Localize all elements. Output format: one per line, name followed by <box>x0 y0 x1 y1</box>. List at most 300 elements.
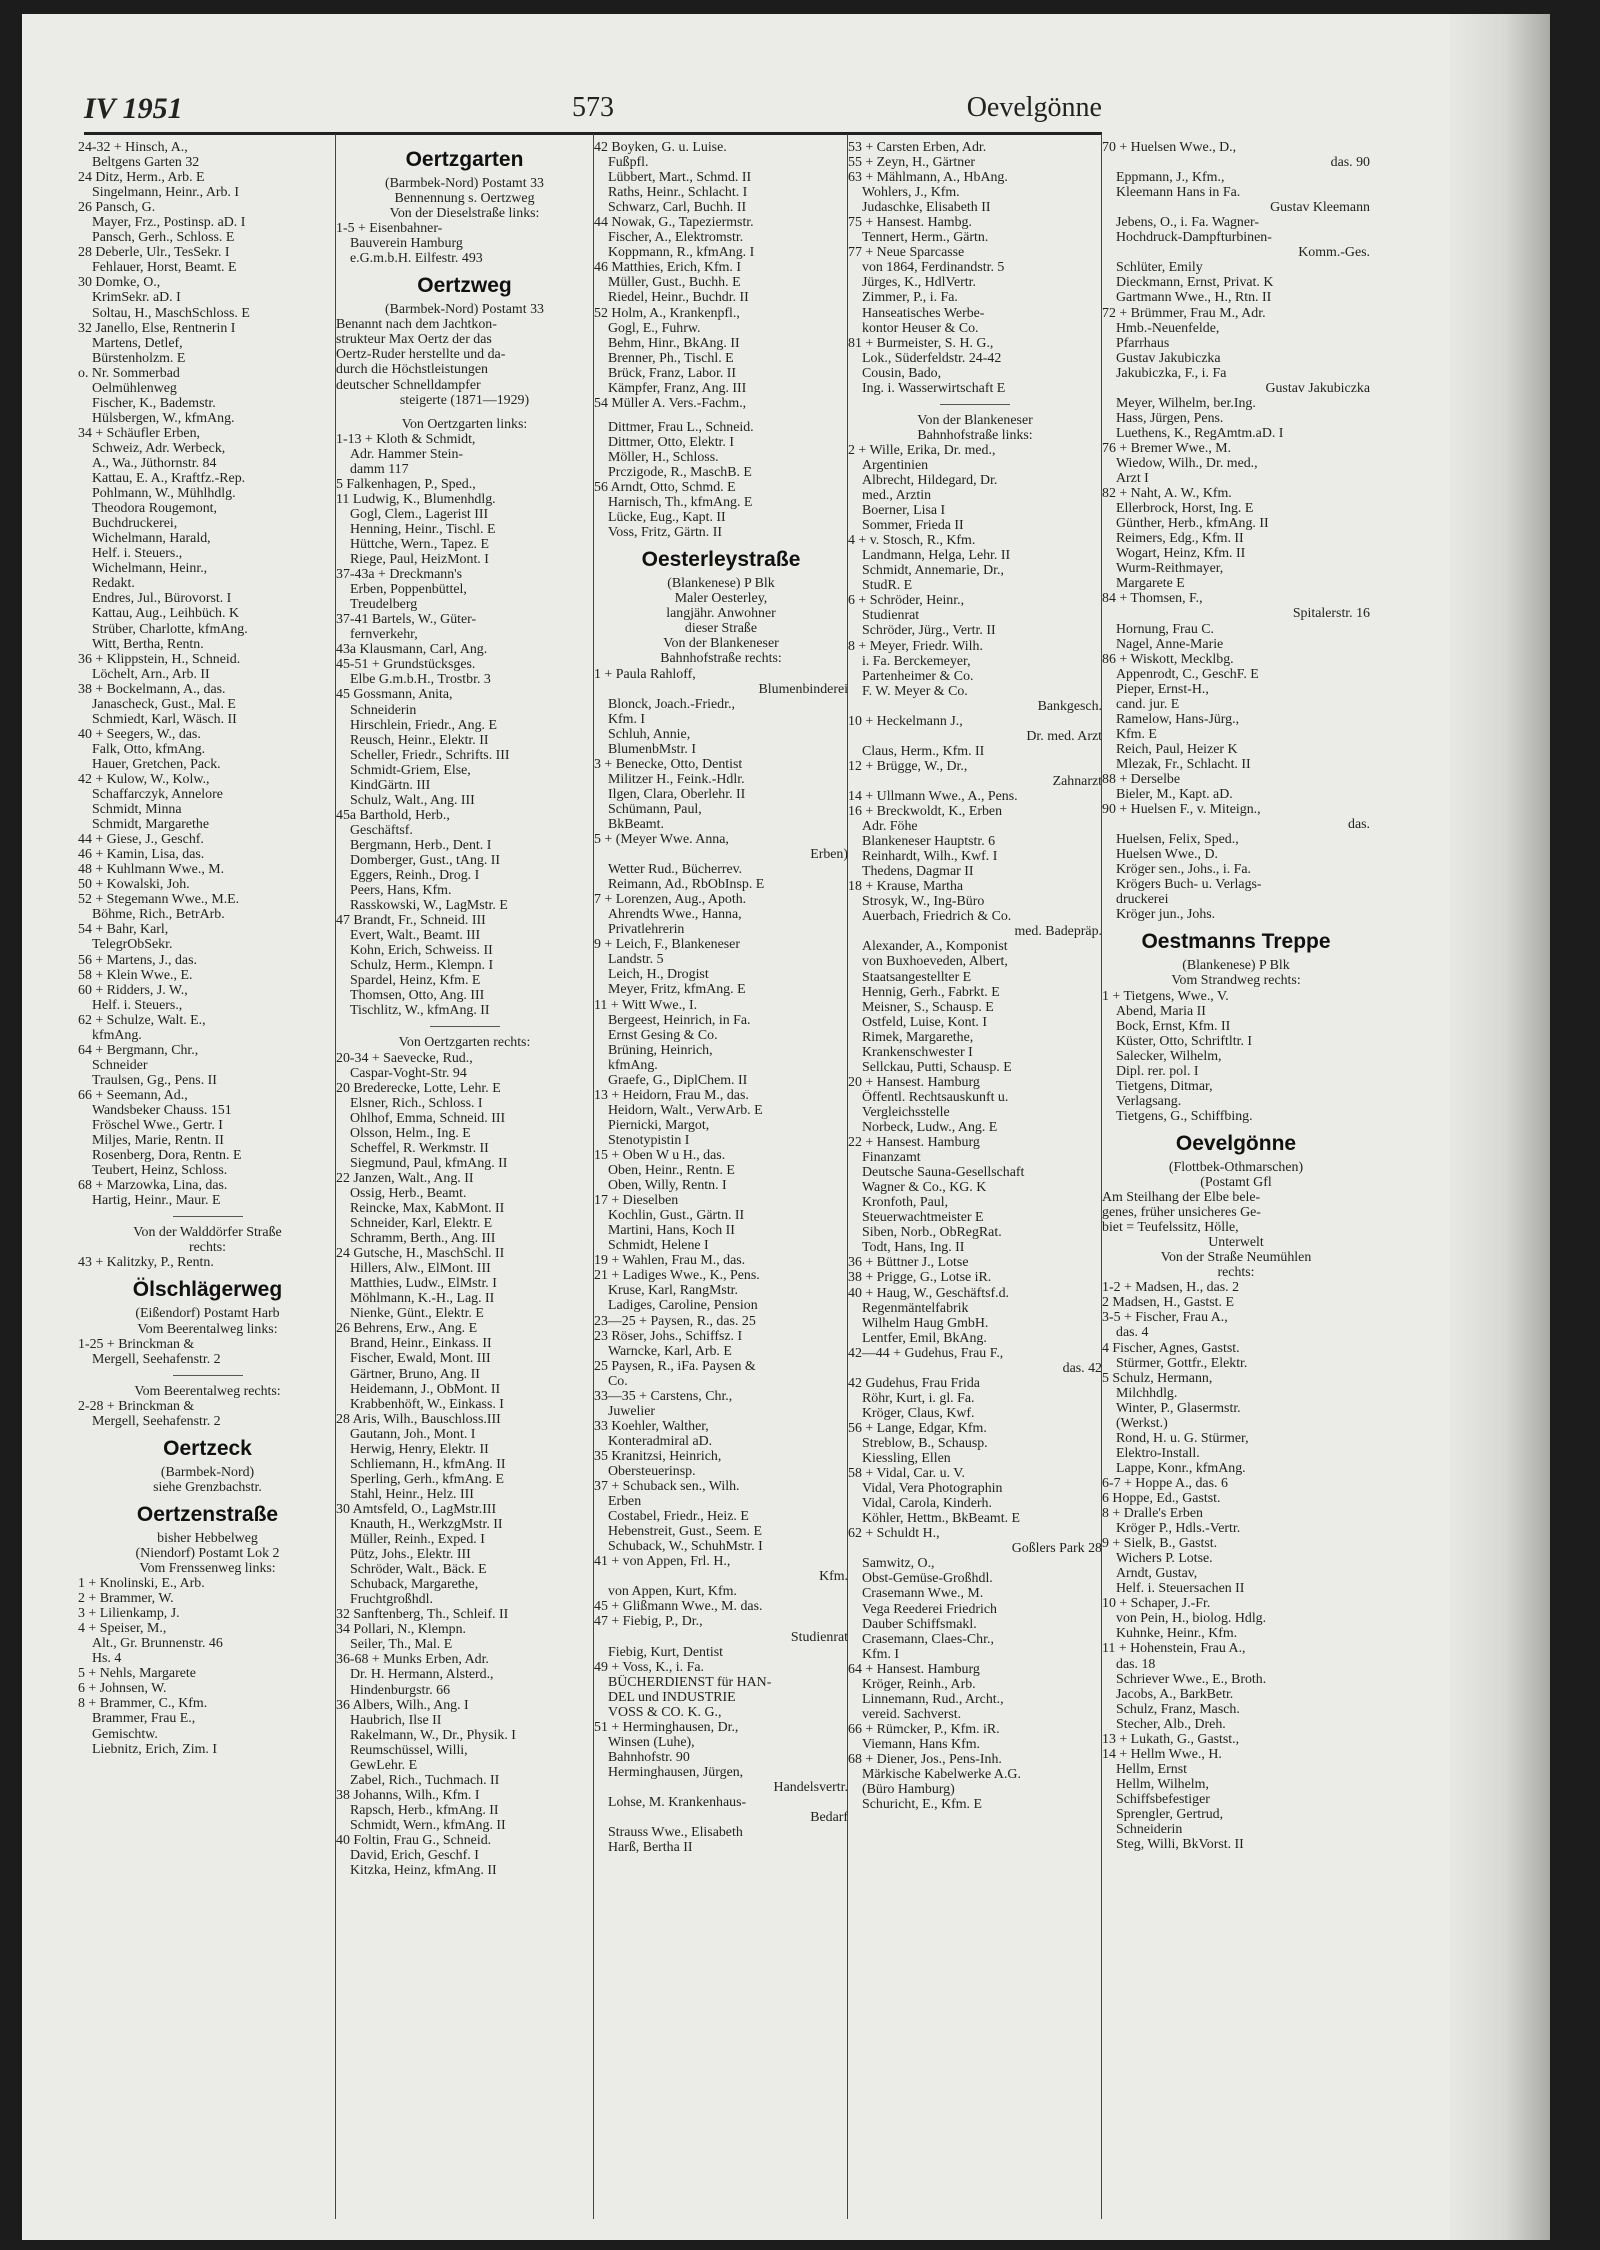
directory-entry: BkBeamt. <box>608 816 664 832</box>
directory-entry: Schuricht, E., Kfm. E <box>862 1797 982 1813</box>
directory-entry: Rakelmann, W., Dr., Physik. I <box>350 1727 516 1743</box>
directory-entry: 62 + Schulze, Walt. E., <box>78 1012 206 1028</box>
directory-entry: kfmAng. <box>92 1027 142 1043</box>
directory-entry: 15 + Oben W u H., das. <box>594 1148 726 1163</box>
directory-entry: Jakubiczka, F., i. Fa <box>1116 365 1227 381</box>
directory-entry: Sellckau, Putti, Schausp. E <box>862 1059 1012 1075</box>
directory-entry: Ernst Gesing & Co. <box>608 1027 718 1043</box>
directory-entry: Appenrodt, C., GeschF. E <box>1116 666 1259 682</box>
directory-entry: 17 + Dieselben <box>594 1193 679 1209</box>
directory-entry: 50 + Kowalski, Joh. <box>78 877 190 893</box>
directory-entry: 20 + Hansest. Hamburg <box>848 1074 980 1090</box>
directory-entry: Küster, Otto, Schriftltr. I <box>1116 1033 1253 1049</box>
directory-entry: Ilgen, Clara, Oberlehr. II <box>608 786 746 802</box>
directory-entry: Staatsangestellter E <box>862 969 972 985</box>
directory-entry: Harß, Bertha II <box>608 1840 693 1856</box>
directory-entry: 23 Röser, Johs., Schiffsz. I <box>594 1328 743 1344</box>
directory-entry: Oben, Willy, Rentn. I <box>608 1178 727 1194</box>
directory-entry: Unterwelt <box>1208 1235 1264 1251</box>
directory-entry: Vega Reederei Friedrich <box>862 1601 997 1617</box>
directory-entry: Brück, Franz, Labor. II <box>608 365 737 381</box>
directory-entry: Müller, Gust., Buchh. E <box>608 275 741 291</box>
directory-entry: Wandsbeker Chauss. 151 <box>92 1103 232 1118</box>
directory-entry: 42 Boyken, G. u. Luise. <box>594 140 727 155</box>
directory-entry: Pieper, Ernst-H., <box>1116 681 1209 697</box>
directory-entry: (Werkst.) <box>1116 1415 1168 1431</box>
directory-entry: Schliemann, H., kfmAng. II <box>350 1456 506 1472</box>
directory-entry: 54 Müller A. Vers.-Fachm., <box>594 395 747 411</box>
directory-entry: Auerbach, Friedrich & Co. <box>862 909 1012 925</box>
directory-entry: 14 + Ullmann Wwe., A., Pens. <box>848 788 1018 804</box>
directory-entry: DEL und INDUSTRIE <box>608 1689 736 1705</box>
directory-entry: Boerner, Lisa I <box>862 503 946 519</box>
directory-entry: 11 Ludwig, K., Blumenhdlg. <box>336 491 496 507</box>
directory-entry: 1 + Tietgens, Wwe., V. <box>1102 988 1229 1004</box>
directory-entry: Strosyk, W., Ing-Büro <box>862 894 985 910</box>
directory-entry: 26 Behrens, Erw., Ang. E <box>336 1321 478 1337</box>
directory-entry: Ing. i. Wasserwirtschaft E <box>862 380 1006 396</box>
directory-entry: 35 Kranitzsi, Heinrich, <box>594 1448 722 1464</box>
directory-entry: Goßlers Park 28 <box>1011 1541 1102 1557</box>
directory-entry: das. 42 <box>1062 1360 1102 1376</box>
directory-entry: 68 + Marzowka, Lina, das. <box>78 1178 228 1194</box>
street-heading: Oesterleystraße <box>641 548 801 572</box>
directory-entry: Komm.-Ges. <box>1298 245 1370 261</box>
directory-entry: 9 + Leich, F., Blankeneser <box>594 937 740 953</box>
directory-entry: Tietgens, G., Schiffbing. <box>1116 1108 1253 1124</box>
directory-entry: Kochlin, Gust., Gärtn. II <box>608 1208 745 1224</box>
directory-entry: Partenheimer & Co. <box>862 668 974 684</box>
directory-entry: 60 + Ridders, J. W., <box>78 982 188 998</box>
directory-entry: 28 Deberle, Ulr., TesSekr. I <box>78 245 230 261</box>
directory-entry: 38 Johanns, Wilh., Kfm. I <box>336 1787 480 1803</box>
directory-entry: Seiler, Th., Mal. E <box>350 1637 453 1653</box>
directory-entry: Vom Beerentalweg rechts: <box>134 1383 281 1399</box>
directory-entry: 46 + Kamin, Lisa, das. <box>78 847 205 863</box>
directory-entry: 1 + Knolinski, E., Arb. <box>78 1576 205 1592</box>
directory-entry: Stürmer, Gottfr., Elektr. <box>1116 1355 1248 1371</box>
directory-entry: 45 + Glißmann Wwe., M. das. <box>594 1599 763 1615</box>
directory-entry: Von der Walddörfer Straße <box>133 1225 282 1241</box>
directory-entry: Singelmann, Heinr., Arb. I <box>92 185 239 201</box>
directory-entry: Arzt I <box>1116 471 1149 487</box>
directory-entry: Bahnhofstr. 90 <box>608 1749 690 1765</box>
directory-entry: Milchhdlg. <box>1116 1385 1178 1401</box>
directory-entry: Lübbert, Mart., Schmd. II <box>608 170 752 186</box>
directory-entry: Erben, Poppenbüttel, <box>350 582 467 598</box>
directory-entry: Steuerwachtmeister E <box>862 1210 984 1226</box>
directory-entry: Thedens, Dagmar II <box>862 864 974 880</box>
page-number: 573 <box>572 92 614 123</box>
directory-entry: Bahnhofstraße links: <box>917 427 1033 443</box>
directory-entry: Brand, Heinr., Einkass. II <box>350 1336 492 1352</box>
directory-entry: Viemann, Hans Kfm. <box>862 1736 980 1752</box>
directory-entry: 1-25 + Brinckman & <box>78 1336 195 1352</box>
directory-entry: Gogl, E., Fuhrw. <box>608 320 701 336</box>
directory-entry: (Postamt Gfl <box>1200 1175 1272 1190</box>
directory-entry: Hillers, Alw., ElMont. III <box>350 1261 491 1277</box>
directory-entry: 3-5 + Fischer, Frau A., <box>1102 1310 1228 1326</box>
directory-entry: Graefe, G., DiplChem. II <box>608 1072 748 1088</box>
directory-entry: Benannt nach dem Jachtkon- <box>336 317 497 333</box>
directory-entry: Judaschke, Elisabeth II <box>862 200 991 216</box>
directory-entry: Oelmühlenweg <box>92 380 177 396</box>
directory-entry: Lohse, M. Krankenhaus- <box>608 1795 747 1811</box>
directory-entry: Fehlauer, Horst, Beamt. E <box>92 260 237 276</box>
directory-entry: strukteur Max Oertz der das <box>336 332 492 348</box>
directory-entry: dieser Straße <box>684 621 758 637</box>
directory-entry: Kröger, Reinh., Arb. <box>862 1676 976 1692</box>
directory-entry: Blankeneser Hauptstr. 6 <box>862 834 996 850</box>
directory-entry: 76 + Bremer Wwe., M. <box>1102 440 1232 456</box>
directory-entry: Scheller, Friedr., Schrifts. III <box>350 747 510 763</box>
page-gutter-shadow <box>1450 14 1550 2240</box>
directory-entry: Schneider, Karl, Elektr. E <box>350 1216 493 1232</box>
directory-entry: Margarete E <box>1116 576 1185 592</box>
directory-entry: Kattau, E. A., Kraftfz.-Rep. <box>92 471 246 487</box>
directory-entry: Kröger sen., Johs., i. Fa. <box>1116 862 1252 878</box>
header-running-title: Oevelgönne <box>966 92 1102 123</box>
directory-entry: 34 Pollari, N., Klempn. <box>336 1622 467 1638</box>
directory-entry: 52 Holm, A., Krankenpfl., <box>594 305 740 321</box>
directory-entry: Verlagsang. <box>1116 1093 1182 1109</box>
directory-entry: 36 Albers, Wilh., Ang. I <box>336 1697 469 1713</box>
directory-entry: Schiffsbefestiger <box>1116 1791 1210 1807</box>
directory-entry: Von der Blankeneser <box>663 636 779 652</box>
directory-entry: Luethens, K., RegAmtm.aD. I <box>1116 425 1284 441</box>
directory-entry: 4 Fischer, Agnes, Gastst. <box>1102 1340 1240 1356</box>
directory-entry: Stenotypistin I <box>608 1132 690 1148</box>
directory-entry: 47 Brandt, Fr., Schneid. III <box>336 913 486 929</box>
directory-entry: o. Nr. Sommerbad <box>78 365 180 381</box>
directory-entry: Möller, H., Schloss. <box>608 449 719 465</box>
directory-entry: Helf. i. Steuers., <box>92 546 183 562</box>
directory-entry: Peers, Hans, Kfm. <box>350 883 452 899</box>
directory-entry: David, Erich, Geschf. I <box>350 1848 479 1864</box>
directory-entry: 54 + Bahr, Karl, <box>78 922 169 938</box>
directory-entry: 58 + Klein Wwe., E. <box>78 967 193 983</box>
directory-entry: Müller, Reinh., Exped. I <box>350 1532 485 1548</box>
directory-entry: Von der Straße Neumühlen <box>1160 1250 1312 1266</box>
directory-entry: cand. jur. E <box>1116 696 1180 712</box>
directory-entry: Kattau, Aug., Leihbüch. K <box>92 606 239 622</box>
directory-entry: 52 + Stegemann Wwe., M.E. <box>78 892 240 908</box>
directory-entry: Dittmer, Frau L., Schneid. <box>608 419 754 435</box>
directory-entry: Mlezak, Fr., Schlacht. II <box>1116 756 1251 772</box>
directory-entry: Fröschel Wwe., Gertr. I <box>92 1118 223 1134</box>
directory-entry: Dr. med. Arzt <box>1026 728 1102 744</box>
directory-entry: Brüning, Heinrich, <box>608 1042 713 1058</box>
directory-entry: Gustav Kleemann <box>1270 200 1370 216</box>
directory-entry: 66 + Seemann, Ad., <box>78 1087 188 1103</box>
directory-entry: Schuback, Margarethe, <box>350 1577 479 1593</box>
directory-entry: von 1864, Ferdinandstr. 5 <box>862 260 1005 276</box>
directory-entry: Prczigode, R., MaschB. E <box>608 464 752 480</box>
directory-entry: Konteradmiral aD. <box>608 1433 713 1449</box>
directory-entry: Landmann, Helga, Lehr. II <box>862 548 1011 564</box>
directory-entry: Schmidt, Wern., kfmAng. II <box>350 1817 506 1833</box>
directory-entry: 86 + Wiskott, Mecklbg. <box>1102 651 1234 667</box>
directory-entry: 1-2 + Madsen, H., das. 2 <box>1102 1280 1240 1296</box>
directory-entry: Mayer, Frz., Postinsp. aD. I <box>92 215 246 231</box>
directory-entry: Bürstenholzm. E <box>92 350 186 366</box>
directory-entry: Cousin, Bado, <box>862 365 942 381</box>
directory-entry: Crasemann, Claes-Chr., <box>862 1631 994 1647</box>
directory-entry: 64 + Bergmann, Chr., <box>78 1042 199 1058</box>
directory-entry: Treudelberg <box>350 597 418 613</box>
directory-entry: Jürges, K., HdlVertr. <box>862 275 976 291</box>
directory-entry: Ladiges, Caroline, Pension <box>608 1298 758 1314</box>
directory-entry: Elsner, Rich., Schloss. I <box>350 1095 483 1111</box>
directory-entry: Kröger P., Hdls.-Vertr. <box>1116 1521 1241 1537</box>
directory-entry: Schneiderin <box>1116 1822 1183 1838</box>
directory-entry: Blumenbinderei <box>758 681 848 697</box>
directory-entry: Hellm, Wilhelm, <box>1116 1776 1209 1792</box>
section-separator <box>430 1026 500 1027</box>
directory-entry: Bauverein Hamburg <box>350 236 463 252</box>
directory-entry: Nagel, Anne-Marie <box>1116 636 1224 652</box>
directory-entry: 84 + Thomsen, F., <box>1102 591 1203 607</box>
directory-entry: Stahl, Heinr., Helz. III <box>350 1486 474 1502</box>
directory-entry: Jacobs, A., BarkBetr. <box>1116 1686 1234 1702</box>
directory-entry: Pfarrhaus <box>1116 335 1170 351</box>
directory-entry: 62 + Schuldt H., <box>848 1526 940 1542</box>
directory-entry: 16 + Breckwoldt, K., Erben <box>848 804 1003 820</box>
directory-entry: von Pein, H., biolog. Hdlg. <box>1116 1611 1267 1627</box>
directory-entry: Tietgens, Ditmar, <box>1116 1078 1213 1094</box>
directory-entry: Märkische Kabelwerke A.G. <box>862 1767 1021 1783</box>
directory-entry: Kfm. E <box>1116 726 1157 742</box>
directory-entry: Hebenstreit, Gust., Seem. E <box>608 1524 762 1540</box>
directory-entry: Pansch, Gerh., Schloss. E <box>92 230 235 246</box>
directory-entry: Schümann, Paul, <box>608 801 702 817</box>
directory-entry: Wiedow, Wilh., Dr. med., <box>1116 455 1258 471</box>
directory-entry: Wichelmann, Heinr., <box>92 561 208 577</box>
directory-entry: Dieckmann, Ernst, Privat. K <box>1116 275 1274 291</box>
directory-entry: 90 + Huelsen F., v. Miteign., <box>1102 802 1261 818</box>
directory-entry: Schweiz, Adr. Werbeck, <box>92 440 226 456</box>
directory-entry: Privatlehrerin <box>608 922 685 938</box>
directory-entry: 36-68 + Munks Erben, Adr. <box>336 1652 489 1668</box>
directory-entry: KindGärtn. III <box>350 777 431 793</box>
directory-entry: Kleemann Hans in Fa. <box>1116 185 1241 201</box>
directory-entry: Dittmer, Otto, Elektr. I <box>608 434 734 450</box>
directory-entry: Fischer, Ewald, Mont. III <box>350 1351 491 1367</box>
directory-entry: Deutsche Sauna-Gesellschaft <box>862 1165 1025 1181</box>
directory-entry: Jebens, O., i. Fa. Wagner- <box>1116 215 1260 231</box>
directory-entry: Krankenschwester I <box>862 1044 973 1060</box>
section-separator <box>173 1216 243 1217</box>
directory-entry: Caspar-Voght-Str. 94 <box>350 1065 467 1081</box>
directory-entry: 45a Barthold, Herb., <box>336 807 450 823</box>
directory-entry: 70 + Huelsen Wwe., D., <box>1102 140 1237 155</box>
directory-entry: 8 + Dralle's Erben <box>1102 1506 1203 1522</box>
directory-entry: 4 + v. Stosch, R., Kfm. <box>848 533 976 549</box>
directory-entry: Meyer, Fritz, kfmAng. E <box>608 982 746 998</box>
street-heading: Oestmanns Treppe <box>1141 930 1331 954</box>
directory-entry: Bedarf <box>810 1810 848 1826</box>
directory-entry: BÜCHERDIENST für HAN- <box>608 1674 772 1690</box>
directory-entry: Lappe, Konr., kfmAng. <box>1116 1460 1246 1476</box>
directory-entry: Böhme, Rich., BetrArb. <box>92 907 225 923</box>
directory-entry: Röhr, Kurt, i. gl. Fa. <box>862 1390 975 1406</box>
directory-entry: 1-5 + Eisenbahner- <box>336 221 443 237</box>
directory-entry: Reumschüssel, Willi, <box>350 1742 468 1758</box>
directory-entry: 6-7 + Hoppe A., das. 6 <box>1102 1475 1228 1491</box>
directory-entry: Möhlmann, K.-H., Lag. II <box>350 1291 495 1307</box>
directory-entry: 66 + Rümcker, P., Kfm. iR. <box>848 1721 1000 1737</box>
directory-entry: Koppmann, R., kfmAng. I <box>608 245 755 261</box>
directory-entry: 40 + Haug, W., Geschäftsf.d. <box>848 1285 1009 1301</box>
directory-entry: Oertz-Ruder herstellte und da- <box>336 347 506 363</box>
directory-column-2 <box>336 140 593 2210</box>
header-year: IV 1951 <box>84 92 183 125</box>
directory-entry: Schmidt-Griem, Else, <box>350 762 471 778</box>
directory-entry: rechts: <box>188 1240 227 1256</box>
directory-entry: 49 + Voss, K., i. Fa. <box>594 1659 704 1675</box>
directory-entry: Kröger jun., Johs. <box>1116 907 1216 923</box>
directory-entry: Matthies, Ludw., ElMstr. I <box>350 1276 497 1292</box>
directory-entry: Hirschlein, Friedr., Ang. E <box>350 717 497 733</box>
directory-entry: Schröder, Jürg., Vertr. II <box>862 623 996 639</box>
directory-entry: med., Arztin <box>862 488 932 504</box>
directory-column-3 <box>594 140 848 2210</box>
directory-entry: Zahnarzt <box>1052 773 1102 789</box>
directory-entry: (Barmbek-Nord) Postamt 33 <box>385 302 544 318</box>
directory-entry: Pohlmann, W., Mühlhdlg. <box>92 486 236 502</box>
directory-entry: Krögers Buch- u. Verlags- <box>1116 877 1262 893</box>
directory-entry: Eppmann, J., Kfm., <box>1116 170 1225 186</box>
directory-entry: (Flottbek-Othmarschen) <box>1168 1159 1304 1175</box>
directory-entry: Stecher, Alb., Dreh. <box>1116 1716 1226 1732</box>
directory-entry: Theodora Rougemont, <box>92 501 217 517</box>
directory-entry: Kfm. <box>819 1569 848 1585</box>
directory-entry: Helf. i. Steuers., <box>92 997 183 1013</box>
directory-entry: Witt, Bertha, Rentn. <box>92 636 204 652</box>
directory-entry: i. Fa. Berckemeyer, <box>862 653 971 669</box>
directory-entry: Bennennung s. Oertzweg <box>394 191 535 207</box>
directory-entry: Streblow, B., Schausp. <box>862 1435 988 1451</box>
directory-entry: 1 + Paula Rahloff, <box>594 666 696 682</box>
directory-entry: Dr. H. Hermann, Alsterd., <box>350 1667 494 1683</box>
directory-entry: 37 + Schuback sen., Wilh. <box>594 1479 740 1495</box>
directory-entry: siehe Grenzbachstr. <box>153 1479 262 1495</box>
directory-entry: Handelsvertr. <box>773 1779 848 1795</box>
directory-entry: Schulz, Franz, Masch. <box>1116 1701 1240 1717</box>
directory-entry: 7 + Lorenzen, Aug., Apoth. <box>594 892 747 908</box>
directory-entry: Kiessling, Ellen <box>862 1451 951 1467</box>
directory-entry: 36 + Büttner J., Lotse <box>848 1255 969 1271</box>
directory-entry: Von der Blankeneser <box>917 412 1033 428</box>
directory-entry: Lok., Süderfeldstr. 24-42 <box>862 350 1002 366</box>
directory-entry: Reimers, Edg., Kfm. II <box>1116 531 1244 547</box>
directory-entry: Riege, Paul, HeizMont. I <box>350 552 489 568</box>
directory-entry: Bankgesch. <box>1037 698 1102 714</box>
directory-entry: Gemischtw. <box>92 1726 158 1742</box>
directory-entry: Rosenberg, Dora, Rentn. E <box>92 1148 242 1164</box>
directory-entry: 1-13 + Kloth & Schmidt, <box>336 431 476 447</box>
directory-entry: Schluh, Annie, <box>608 726 691 742</box>
directory-entry: durch die Höchstleistungen <box>336 362 488 378</box>
directory-entry: Vom Beerentalweg links: <box>137 1321 278 1337</box>
directory-entry: (Barmbek-Nord) <box>160 1464 255 1480</box>
directory-entry: Landstr. 5 <box>608 952 664 968</box>
directory-entry: Falk, Otto, kfmAng. <box>92 741 206 757</box>
street-heading: Oertzeck <box>163 1436 252 1460</box>
street-heading: Oertzgarten <box>405 148 524 171</box>
directory-entry: das. 18 <box>1116 1656 1156 1672</box>
directory-entry: 58 + Vidal, Car. u. V. <box>848 1466 965 1482</box>
directory-entry: Kohn, Erich, Schweiss. II <box>350 943 493 959</box>
directory-entry: Alexander, A., Komponist <box>862 939 1008 955</box>
directory-entry: 12 + Brügge, W., Dr., <box>848 758 968 774</box>
directory-entry: Hüttche, Wern., Tapez. E <box>350 536 489 552</box>
directory-entry: 5 Schulz, Hermann, <box>1102 1370 1213 1386</box>
directory-entry: Schmidt, Annemarie, Dr., <box>862 563 1004 579</box>
directory-entry: 30 Amtsfeld, O., LagMstr.III <box>336 1501 497 1517</box>
directory-entry: Fruchtgroßhdl. <box>350 1592 433 1608</box>
directory-entry: Alt., Gr. Brunnenstr. 46 <box>92 1636 223 1652</box>
directory-entry: deutscher Schnelldampfer <box>336 377 481 393</box>
directory-entry: Buchdruckerei, <box>92 516 178 532</box>
directory-entry: (Büro Hamburg) <box>862 1782 955 1798</box>
directory-entry: 28 Aris, Wilh., Bauschloss.III <box>336 1411 501 1427</box>
directory-entry: Regenmäntelfabrik <box>862 1300 969 1316</box>
directory-entry: vereid. Sachverst. <box>862 1706 962 1722</box>
directory-entry: fernverkehr, <box>350 627 418 643</box>
directory-entry: Wurm-Reithmayer, <box>1116 561 1224 577</box>
directory-entry: Strüber, Charlotte, kfmAng. <box>92 621 248 637</box>
directory-entry: Militzer H., Feink.-Hdlr. <box>608 771 745 787</box>
directory-entry: 6 + Johnsen, W. <box>78 1681 167 1697</box>
directory-entry: Knauth, H., WerkzgMstr. II <box>350 1516 503 1532</box>
directory-entry: Obst-Gemüse-Großhdl. <box>862 1571 993 1587</box>
directory-entry: Rimek, Margarethe, <box>862 1029 974 1045</box>
directory-entry: 23—25 + Paysen, R., das. 25 <box>594 1313 756 1329</box>
directory-entry: Evert, Walt., Beamt. III <box>350 928 481 944</box>
directory-entry: GewLehr. E <box>350 1757 418 1773</box>
directory-entry: Wohlers, J., Kfm. <box>862 185 960 201</box>
section-separator <box>940 404 1010 405</box>
directory-entry: 40 Foltin, Frau G., Schneid. <box>336 1832 492 1848</box>
directory-entry: 19 + Wahlen, Frau M., das. <box>594 1253 746 1269</box>
directory-entry: 32 Sanftenberg, Th., Schleif. II <box>336 1607 509 1623</box>
directory-entry: (Eißendorf) Postamt Harb <box>135 1306 280 1322</box>
directory-entry: Wogart, Heinz, Kfm. II <box>1116 546 1246 562</box>
directory-entry: genes, früher unsicheres Ge- <box>1102 1205 1261 1221</box>
directory-entry: Thomsen, Otto, Ang. III <box>350 988 485 1004</box>
section-separator <box>173 1375 243 1376</box>
directory-entry: 41 + von Appen, Frl. H., <box>594 1554 731 1570</box>
directory-entry: Sommer, Frieda II <box>862 518 964 534</box>
directory-entry: 77 + Neue Sparcasse <box>848 245 965 261</box>
directory-entry: (Blankenese) P Blk <box>1182 958 1290 974</box>
directory-entry: 42 + Kulow, W., Kolw., <box>78 771 210 787</box>
directory-entry: Albrecht, Hildegard, Dr. <box>862 472 998 488</box>
directory-entry: biet = Teufelssitz, Hölle, <box>1102 1220 1239 1236</box>
directory-entry: Behm, Hinr., BkAng. II <box>608 335 740 351</box>
directory-entry: 43 + Kalitzky, P., Rentn. <box>78 1255 214 1271</box>
directory-entry: das. <box>1348 817 1370 833</box>
directory-entry: Schmidt, Minna <box>92 802 182 818</box>
directory-entry: Finanzamt <box>862 1150 921 1166</box>
directory-column-1 <box>78 140 337 2210</box>
directory-entry: damm 117 <box>350 461 409 477</box>
directory-entry: 38 + Bockelmann, A., das. <box>78 681 226 697</box>
directory-entry: 68 + Diener, Jos., Pens-Inh. <box>848 1751 1002 1767</box>
directory-entry: Redakt. <box>92 576 135 592</box>
directory-entry: Janascheck, Gust., Mal. E <box>92 696 236 712</box>
